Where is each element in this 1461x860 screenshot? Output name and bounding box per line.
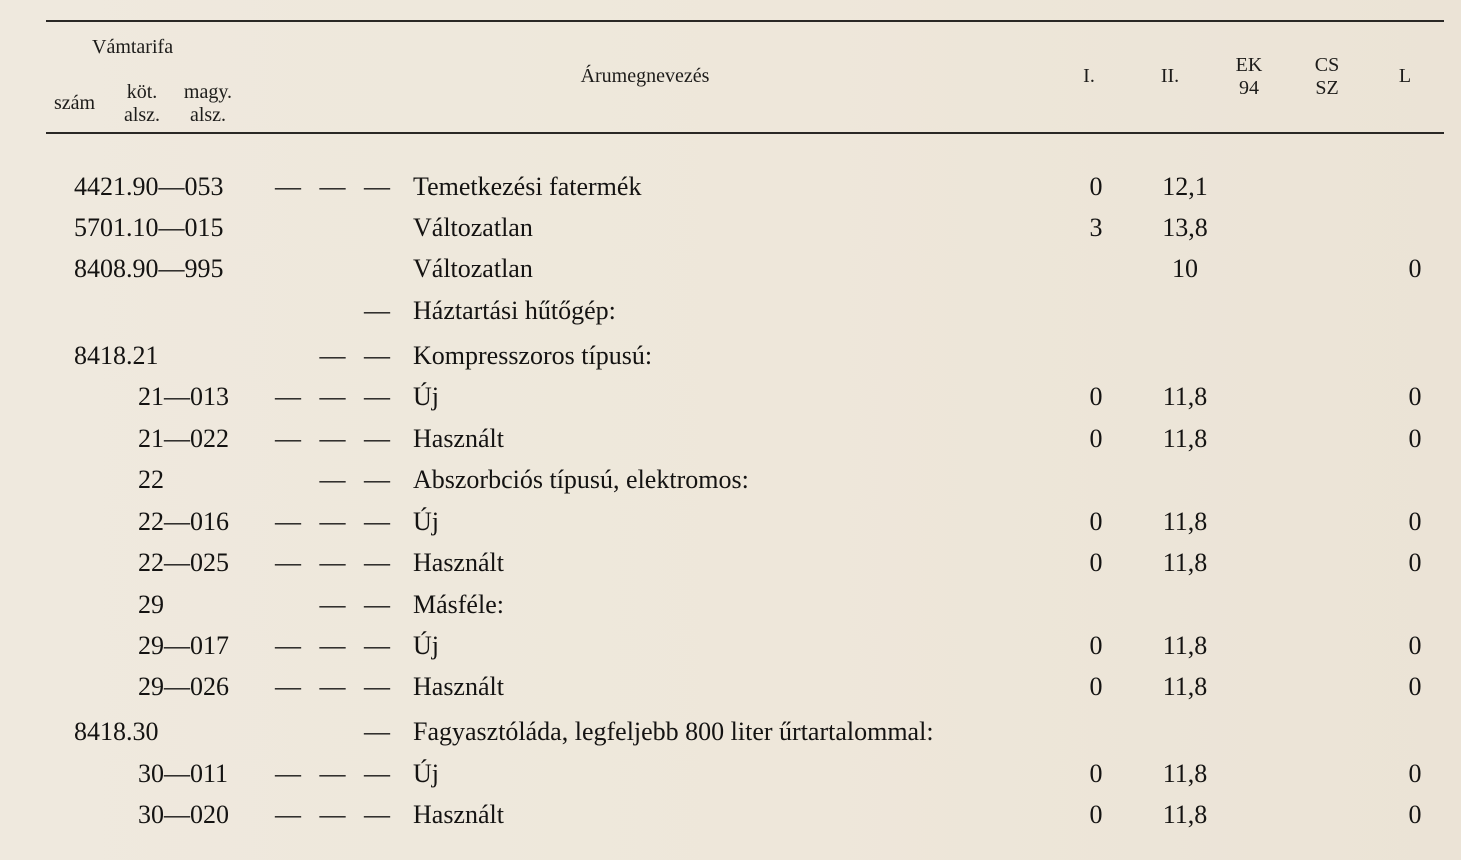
- rate-l: 0: [1408, 424, 1422, 453]
- level-dashes: — — —: [275, 672, 396, 701]
- level-dashes: — — —: [275, 424, 396, 453]
- header-ek-line1: EK: [1235, 54, 1263, 76]
- tariff-code: 8408.90—995: [74, 254, 224, 283]
- table-row: [0, 795, 1461, 835]
- rate-i: 0: [1089, 672, 1103, 701]
- rate-i: 0: [1089, 382, 1103, 411]
- rate-i: 0: [1089, 507, 1103, 536]
- header-arumegnevezes: Árumegnevezés: [580, 65, 710, 87]
- rate-l: 0: [1408, 254, 1422, 283]
- item-description: Kompresszoros típusú:: [413, 341, 653, 370]
- tariff-code: 21—022: [138, 424, 229, 453]
- table-row: [0, 208, 1461, 248]
- table-row: [0, 502, 1461, 542]
- table-row: [0, 460, 1461, 500]
- rate-i: 0: [1089, 759, 1103, 788]
- tariff-code: 21—013: [138, 382, 229, 411]
- rate-i: 0: [1089, 548, 1103, 577]
- rate-ii: 11,8: [1162, 759, 1208, 788]
- table-row: [0, 585, 1461, 625]
- header-bottom-rule: [46, 132, 1444, 134]
- item-description: Háztartási hűtőgép:: [413, 296, 616, 325]
- item-description: Másféle:: [413, 590, 504, 619]
- level-dashes: — — —: [275, 172, 396, 201]
- header-top-rule: [46, 20, 1444, 22]
- header-col-ii: II.: [1160, 65, 1180, 87]
- item-description: Abszorbciós típusú, elektromos:: [413, 465, 749, 494]
- rate-l: 0: [1408, 759, 1422, 788]
- item-description: Változatlan: [413, 254, 533, 283]
- tariff-code: 8418.30: [74, 717, 159, 746]
- rate-ii: 10: [1172, 254, 1198, 283]
- level-dashes: — — —: [275, 507, 396, 536]
- header-ek-line2: 94: [1239, 77, 1259, 99]
- level-dashes: — — —: [275, 382, 396, 411]
- level-dashes: —: [364, 296, 396, 325]
- rate-l: 0: [1408, 548, 1422, 577]
- level-dashes: —: [364, 717, 396, 746]
- level-dashes: — — —: [275, 631, 396, 660]
- rate-ii: 11,8: [1162, 507, 1208, 536]
- rate-i: 0: [1089, 172, 1103, 201]
- header-kot-alsz-line1: köt.: [126, 81, 158, 103]
- tariff-code: 30—020: [138, 800, 229, 829]
- tariff-code: 22—025: [138, 548, 229, 577]
- item-description: Használt: [413, 672, 504, 701]
- rate-i: 0: [1089, 424, 1103, 453]
- rate-ii: 12,1: [1162, 172, 1208, 201]
- header-vamtarifa: Vámtarifa: [92, 36, 174, 58]
- rate-ii: 11,8: [1162, 382, 1208, 411]
- rate-ii: 11,8: [1162, 424, 1208, 453]
- rate-l: 0: [1408, 382, 1422, 411]
- tariff-code: 5701.10—015: [74, 213, 224, 242]
- table-row: [0, 336, 1461, 376]
- level-dashes: — —: [319, 341, 396, 370]
- rate-i: 0: [1089, 800, 1103, 829]
- tariff-code: 29—026: [138, 672, 229, 701]
- item-description: Változatlan: [413, 213, 533, 242]
- header-szam: szám: [54, 92, 96, 114]
- table-row: [0, 667, 1461, 707]
- table-row: [0, 712, 1461, 752]
- rate-ii: 11,8: [1162, 800, 1208, 829]
- rate-l: 0: [1408, 631, 1422, 660]
- item-description: Új: [413, 382, 439, 411]
- tariff-code: 22: [138, 465, 164, 494]
- table-row: [0, 377, 1461, 417]
- table-row: [0, 291, 1461, 331]
- item-description: Új: [413, 507, 439, 536]
- rate-i: 0: [1089, 631, 1103, 660]
- tariff-code: 8418.21: [74, 341, 159, 370]
- level-dashes: — — —: [275, 759, 396, 788]
- header-col-l: L: [1398, 65, 1412, 87]
- rate-l: 0: [1408, 507, 1422, 536]
- level-dashes: — —: [319, 590, 396, 619]
- rate-ii: 11,8: [1162, 548, 1208, 577]
- level-dashes: — — —: [275, 800, 396, 829]
- tariff-code: 22—016: [138, 507, 229, 536]
- rate-i: 3: [1089, 213, 1103, 242]
- rate-l: 0: [1408, 800, 1422, 829]
- tariff-code: 29: [138, 590, 164, 619]
- header-magy-alsz-line2: alsz.: [189, 104, 227, 126]
- rate-ii: 13,8: [1162, 213, 1208, 242]
- table-row: [0, 543, 1461, 583]
- item-description: Használt: [413, 424, 504, 453]
- item-description: Temetkezési fatermék: [413, 172, 642, 201]
- header-magy-alsz-line1: magy.: [183, 81, 233, 103]
- tariff-code: 4421.90—053: [74, 172, 224, 201]
- item-description: Használt: [413, 800, 504, 829]
- table-row: [0, 754, 1461, 794]
- item-description: Új: [413, 631, 439, 660]
- table-row: [0, 626, 1461, 666]
- rate-ii: 11,8: [1162, 631, 1208, 660]
- rate-ii: 11,8: [1162, 672, 1208, 701]
- table-row: [0, 167, 1461, 207]
- header-kot-alsz-line2: alsz.: [123, 104, 161, 126]
- table-row: [0, 249, 1461, 289]
- level-dashes: — —: [319, 465, 396, 494]
- table-row: [0, 419, 1461, 459]
- item-description: Fagyasztóláda, legfeljebb 800 liter űrtartalommal:: [413, 717, 934, 746]
- item-description: Használt: [413, 548, 504, 577]
- tariff-code: 29—017: [138, 631, 229, 660]
- rate-l: 0: [1408, 672, 1422, 701]
- level-dashes: — — —: [275, 548, 396, 577]
- header-col-i: I.: [1083, 65, 1095, 87]
- header-cs-line1: CS: [1314, 54, 1340, 76]
- item-description: Új: [413, 759, 439, 788]
- tariff-code: 30—011: [138, 759, 229, 788]
- header-cs-line2: SZ: [1315, 77, 1339, 99]
